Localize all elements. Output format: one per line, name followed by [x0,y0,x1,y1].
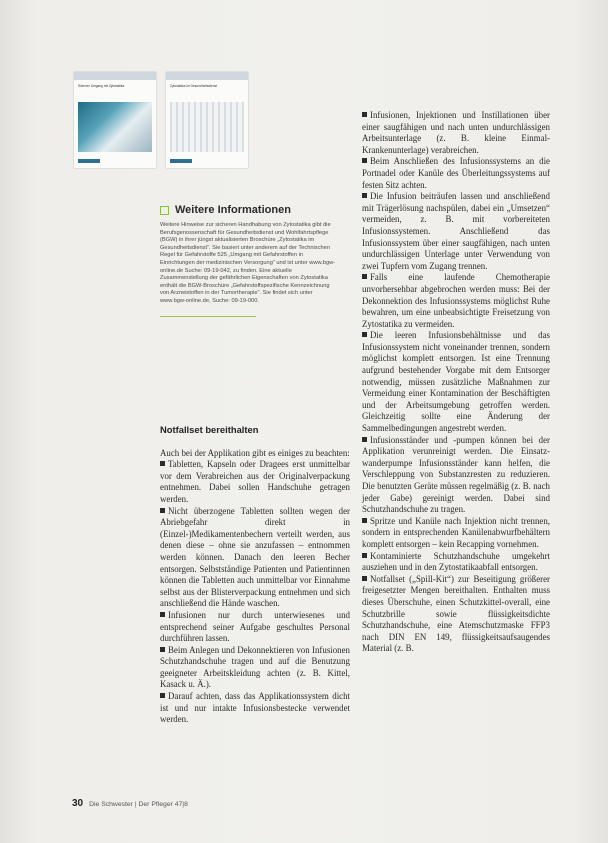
page-footer [72,798,188,809]
cover-publisher-logo [170,159,192,163]
info-box-divider [160,316,256,317]
square-bullet-icon [160,206,169,215]
info-box [160,204,338,317]
list-item: Spritze und Kanüle nach Injektion nicht trennen, sondern in entsprechenden Kanülenabwurfbehältern komplett entsorgen – kein Recapping vornehmen. [362,515,550,549]
journal-name: Die Schwester | Der Pfleger 47|8 [89,801,188,808]
bullet-icon [362,553,367,558]
bullet-icon [160,461,165,466]
right-column [362,110,550,655]
cover-publisher-logo [78,159,100,163]
brochure-cover-1 [74,72,156,168]
bullet-icon [362,193,367,198]
bullet-icon [160,508,165,513]
page-number: 30 [72,798,84,809]
list-item: Infusionsständer und -pumpen können bei der Applikation verunreinigt werden. Die Einsatz-wanderpumpe Infusionsständer kann helfen, die Verschleppung von Substanzresten zu reduzieren. Die benutzten Geräte müssen regelmäßig (z. B. nach jeder Gabe) gereinigt werden. Dabei sind Schutzhandschuhe zu tragen. [362,434,550,515]
list-item: Falls eine laufende Chemotherapie unvorhersehbar abgebrochen werden muss: Bei der Dekonnektion des Infusionssystems möglichst Ruhe bewahren, um eine unbeabsichtigte Freisetzung von Zytostatika zu vermeiden. [362,272,550,329]
list-item: Infusionen nur durch unterwiesenes und entsprechend seiner Aufgabe geschultes Personal durchführen lassen. [160,609,350,644]
cover-photo [170,102,244,152]
bullet-icon [362,576,367,581]
info-box-text: Weitere Hinweise zur sicheren Handhabung von Zytostatika gibt die Berufsgenossenschaft für Gesundheitsdienst und Wohlfahrtspflege (BGW) in ihrer jüngst aktualisierten Broschüre „Zytostatika im Gesundheitsdienst“. Sie basiert unter anderem auf der Technischen Regel für Gefahrstoffe 525 „Umgang mit Gefahrstoffen in Einrichtungen der medizinischen Versorgung“ und ist unter www.bgw-online.de Suche: 09-19-042, zu finden. Eine aktuelle Zusammenstellung der gefährlichen Eigenschaften von Zytostatika enthält die BGW-Broschüre „Gefahrstoffspezifische Kennzeichnung von Arzneistoffen in der Tumortherapie“. Sie findet sich unter www.bgw-online.de, Suche: 09-19-000. [160,222,336,304]
bullet-icon [362,437,367,442]
list-item: Beim Anschließen des Infusionssystems an die Portnadel oder Kanüle des Überleitungssystems auf festen Sitz achten. [362,156,550,190]
bullet-icon [160,647,165,652]
bullet-icon [362,158,367,163]
list-item: Infusionen, Injektionen und Instillationen über einer saugfähigen und nach unten undurchlässigen Arbeitsunterlage (z. B. kleine Einmal-Krankenunterlage) verabreichen. [362,110,550,155]
cover-header-band [74,72,156,80]
list-item: Notfallset („Spill-Kit“) zur Beseitigung größerer freigesetzter Mengen bereithalten. Enthalten muss dieses Überschuhe, einen Schutzkittel-overall, eine Schutzbrille sowie flüssigkeitsdichte Schutzhandschuhe, eine Atemschutzmaske FFP3 nach DIN EN 149, flüssigkeitsaufsaugendes Material (z. B. [362,573,550,654]
cover-title: Sicherer Umgang mit Zytostatika [78,84,125,88]
cover-photo [78,102,152,152]
left-column [160,424,350,726]
bullet-icon [362,274,367,279]
cover-title: Zytostatika im Gesundheitsdienst [170,84,217,88]
brochure-covers [74,72,250,172]
brochure-cover-2 [166,72,248,168]
bullet-icon [160,693,165,698]
info-box-heading [160,204,338,216]
list-item: Beim Anlegen und Dekonnektieren von Infusionen Schutzhandschuhe tragen und auf die Benutzung geeigneter Arbeitskleidung achten (z. B. Kittel, Kasack u. Ä.). [160,644,350,690]
list-item: Kontaminierte Schutzhandschuhe umgekehrt ausziehen und in den Zytostatikaabfall entsorgen. [362,550,550,573]
bullet-icon [362,112,367,117]
bullet-icon [362,518,367,523]
list-item: Die leeren Infusionsbehältnisse und das Infusionssystem nicht voneinander trennen, sondern möglichst komplett entsorgen. Ist eine Trennung aufgrund bestehender Vorgabe mit dem Entsorger notwendig, müssen zusätzliche Maßnahmen zur Vermeidung einer Kontamination der Beschäftigten und der Arbeitsumgebung getroffen werden. Gleichzeitig sollte eine Änderung der Sammelbedingungen angestrebt werden. [362,330,550,434]
intro-paragraph: Auch bei der Applikation gibt es einiges zu beachten: [160,447,350,458]
info-box-title: Weitere Informationen [175,204,291,216]
bullet-icon [160,612,165,617]
cover-header-band [166,72,248,80]
bullet-icon [362,332,367,337]
section-heading: Notfallset bereithalten [160,424,259,435]
list-item: Tabletten, Kapseln oder Dragees erst unmittelbar vor dem Verabreichen aus der Originalverpackung entnehmen. Dabei sollen Handschuhe getragen werden. [160,459,350,504]
list-item: Darauf achten, dass das Applikationssystem dicht ist und nur intakte Infusionsbestecke verwendet werden. [160,691,350,725]
list-item: Nicht überzogene Tabletten sollten wegen der Abriebgefahr direkt in (Einzel-)Medikamentenbechern verteilt werden, aus denen diese – ohne sie anzufassen – entnommen werden können. Danach den leeren Becher entsorgen. Selbstständige Patienten und Patientinnen können die Tabletten auch unmittelbar vor Einnahme selbst aus der Blisterverpackung entnehmen und sich anschließend die Hände waschen. [160,505,350,609]
list-item: Die Infusion beiträufen lassen und anschließend mit Trägerlösung nachspülen, dabei ein „Umsetzen“ vermeiden, z. B. mit vorbereiteten Infusionssystemen. Anschließend das Infusionssystem über einer saugfähigen, nach unten undurchlässigen Unterlage unter Verwendung von zwei Tupfern vom Zugang trennen. [362,191,550,271]
